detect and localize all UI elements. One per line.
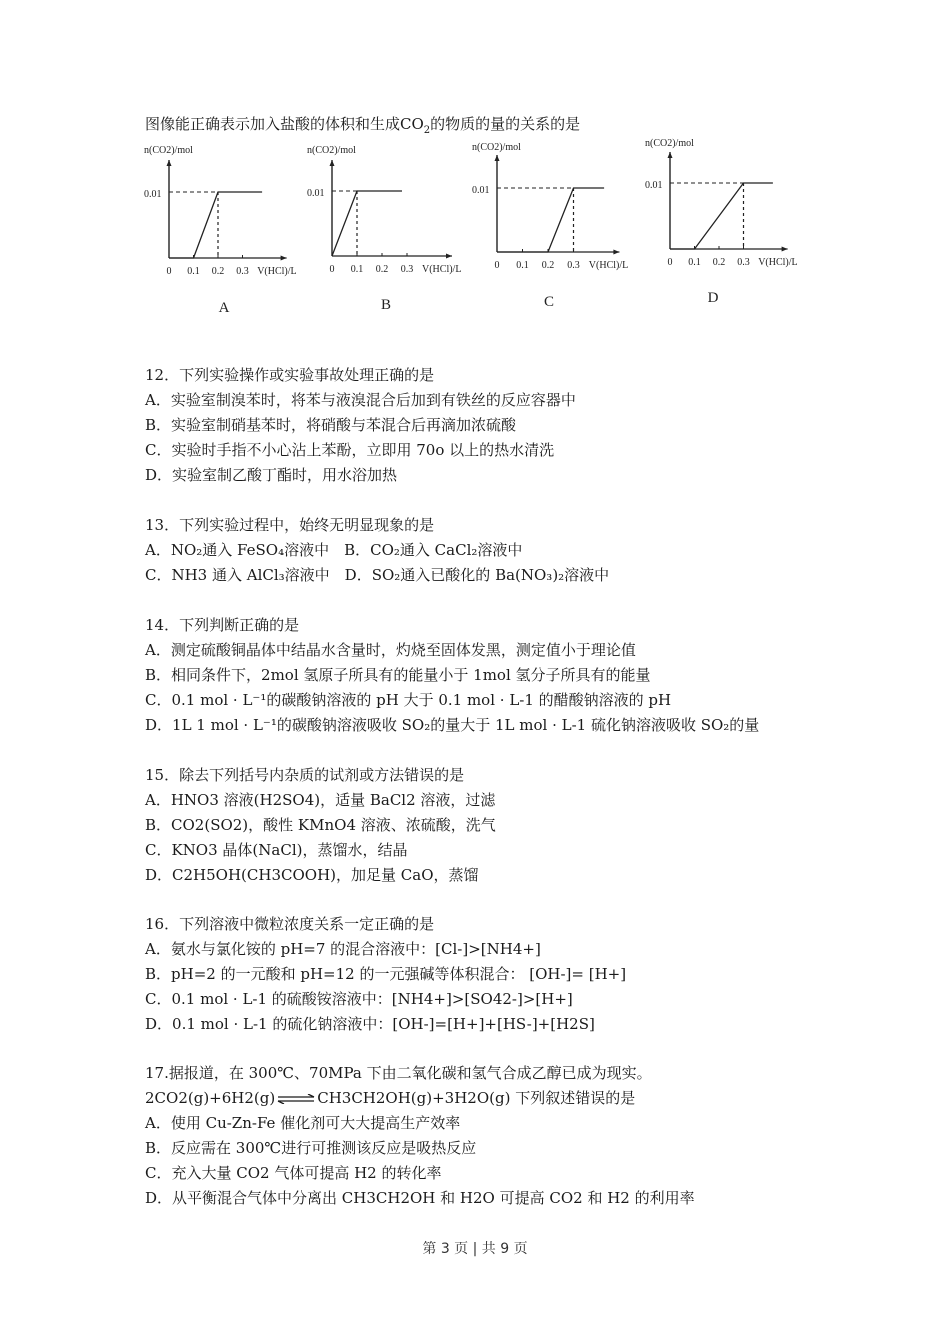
q16-option-c: C．0.1 mol · L-1 的硫酸铵溶液中：[NH4+]>[SO42-]>[H+] bbox=[145, 990, 573, 1008]
y-axis-label: n(CO2)/mol bbox=[144, 145, 193, 156]
data-series-line bbox=[332, 191, 402, 256]
y-tick-label: 0.01 bbox=[307, 188, 325, 199]
y-tick-label: 0.01 bbox=[645, 180, 663, 191]
q15-stem: 15．除去下列括号内杂质的试剂或方法错误的是 bbox=[145, 766, 465, 784]
chart-caption: B bbox=[380, 297, 392, 313]
q13-option-ab: A．NO₂通入 FeSO₄溶液中 B．CO₂通入 CaCl₂溶液中 bbox=[145, 541, 523, 559]
x-tick-label: 0.2 bbox=[712, 257, 726, 268]
y-axis-label: n(CO2)/mol bbox=[645, 138, 694, 149]
q15-option-c: C．KNO3 晶体(NaCl)，蒸馏水，结晶 bbox=[145, 841, 408, 859]
chart-caption: A bbox=[218, 300, 230, 316]
y-axis-label: n(CO2)/mol bbox=[307, 145, 356, 156]
x-tick-label: 0 bbox=[166, 266, 172, 277]
q14-option-d: D．1L 1 mol · L⁻¹的碳酸钠溶液吸收 SO₂的量大于 1L mol · L-1 硫化钠溶液吸收 SO₂的量 bbox=[145, 716, 760, 734]
q12-option-c: C．实验时手指不小心沾上苯酚，立即用 70o 以上的热水清洗 bbox=[145, 441, 555, 459]
x-tick-label: 0.2 bbox=[541, 260, 555, 271]
q17-option-d: D．从平衡混合气体中分离出 CH3CH2OH 和 H2O 可提高 CO2 和 H2 的利用率 bbox=[145, 1189, 695, 1207]
x-axis-arrow-icon bbox=[613, 250, 619, 255]
equation-right: CH3CH2OH(g)+3H2O(g) 下列叙述错误的是 bbox=[317, 1089, 636, 1107]
chart-caption: C bbox=[543, 294, 555, 310]
x-axis-label: V(HCl)/L bbox=[588, 260, 629, 271]
page-footer: 第 3 页 | 共 9 页 bbox=[422, 1241, 528, 1257]
q12-stem: 12．下列实验操作或实验事故处理正确的是 bbox=[145, 366, 435, 384]
y-axis-label: n(CO2)/mol bbox=[472, 142, 521, 153]
q14-stem: 14．下列判断正确的是 bbox=[145, 616, 300, 634]
y-axis-arrow-icon bbox=[668, 152, 673, 158]
x-tick-label: 0.1 bbox=[688, 257, 701, 268]
q15-option-d: D．C2H5OH(CH3COOH)，加足量 CaO，蒸馏 bbox=[145, 866, 479, 884]
x-tick-label: 0.2 bbox=[211, 266, 225, 277]
x-axis-label: V(HCl)/L bbox=[422, 264, 462, 275]
x-tick-label: 0 bbox=[667, 257, 673, 268]
x-tick-label: 0.3 bbox=[737, 257, 750, 268]
charts-svg bbox=[0, 0, 950, 340]
x-tick-label: 0.3 bbox=[236, 266, 249, 277]
x-tick-label: 0.3 bbox=[400, 264, 414, 275]
intro-text-after: 的物质的量的关系的是 bbox=[430, 115, 581, 133]
q17-option-c: C．充入大量 CO2 气体可提高 H2 的转化率 bbox=[145, 1164, 442, 1182]
data-series-line bbox=[169, 192, 262, 258]
x-tick-label: 0 bbox=[494, 260, 500, 271]
x-tick-label: 0.1 bbox=[350, 264, 364, 275]
x-axis-arrow-icon bbox=[281, 256, 287, 261]
q14-option-a: A．测定硫酸铜晶体中结晶水含量时，灼烧至固体发黑，测定值小于理论值 bbox=[145, 641, 636, 659]
equation-left: 2CO2(g)+6H2(g) bbox=[145, 1089, 276, 1107]
q12-option-b: B．实验室制硝基苯时，将硝酸与苯混合后再滴加浓硫酸 bbox=[145, 416, 517, 434]
q17-option-a: A．使用 Cu-Zn-Fe 催化剂可大大提高生产效率 bbox=[145, 1114, 461, 1132]
q14-option-b: B．相同条件下，2mol 氢原子所具有的能量小于 1mol 氢分子所具有的能量 bbox=[145, 666, 651, 684]
x-axis-arrow-icon bbox=[782, 247, 788, 252]
x-axis-label: V(HCl)/L bbox=[257, 266, 297, 277]
charts-area bbox=[0, 0, 950, 340]
intro-text: 图像能正确表示加入盐酸的体积和生成CO bbox=[145, 115, 424, 133]
data-series-line bbox=[670, 183, 773, 249]
y-axis-arrow-icon bbox=[495, 155, 500, 161]
x-axis-arrow-icon bbox=[446, 254, 452, 259]
q14-option-c: C．0.1 mol · L⁻¹的碳酸钠溶液的 pH 大于 0.1 mol · L-1 的醋酸钠溶液的 pH bbox=[145, 691, 672, 709]
x-tick-label: 0.1 bbox=[516, 260, 529, 271]
y-axis-arrow-icon bbox=[330, 160, 335, 166]
q16-option-a: A．氨水与氯化铵的 pH=7 的混合溶液中：[Cl-]>[NH4+] bbox=[145, 940, 541, 958]
y-tick-label: 0.01 bbox=[472, 185, 490, 196]
data-series-line bbox=[497, 188, 604, 252]
q17-option-b: B．反应需在 300℃进行可推测该反应是吸热反应 bbox=[145, 1139, 477, 1157]
q17-equation bbox=[145, 1088, 635, 1108]
x-tick-label: 0.2 bbox=[375, 264, 389, 275]
x-tick-label: 0.1 bbox=[187, 266, 200, 277]
y-axis-arrow-icon bbox=[167, 160, 172, 166]
q12-option-d: D．实验室制乙酸丁酯时，用水浴加热 bbox=[145, 466, 398, 484]
q15-option-a: A．HNO3 溶液(H2SO4)，适量 BaCl2 溶液，过滤 bbox=[145, 791, 496, 809]
intro-sub: 2 bbox=[423, 125, 431, 136]
x-tick-label: 0.3 bbox=[567, 260, 580, 271]
q12-option-a: A．实验室制溴苯时，将苯与液溴混合后加到有铁丝的反应容器中 bbox=[145, 391, 576, 409]
q16-stem: 16．下列溶液中微粒浓度关系一定正确的是 bbox=[145, 915, 435, 933]
q15-option-b: B．CO2(SO2)，酸性 KMnO4 溶液、浓硫酸，洗气 bbox=[145, 816, 496, 834]
q13-stem: 13．下列实验过程中，始终无明显现象的是 bbox=[145, 516, 435, 534]
q13-option-cd: C．NH3 通入 AlCl₃溶液中 D．SO₂通入已酸化的 Ba(NO₃)₂溶液中 bbox=[145, 566, 610, 584]
y-tick-label: 0.01 bbox=[144, 189, 162, 200]
q16-option-d: D．0.1 mol · L-1 的硫化钠溶液中：[OH-]=[H+]+[HS-]+[H2S] bbox=[145, 1015, 595, 1033]
x-axis-label: V(HCl)/L bbox=[758, 257, 798, 268]
chart-caption: D bbox=[707, 290, 719, 306]
q16-option-b: B．pH=2 的一元酸和 pH=12 的一元强碱等体积混合： [OH-]= [H+] bbox=[145, 965, 627, 983]
x-tick-label: 0 bbox=[329, 264, 335, 275]
q17-stem: 17.据报道，在 300℃、70MPa 下由二氧化碳和氢气合成乙醇已成为现实。 bbox=[145, 1064, 652, 1082]
equilibrium-arrow-icon bbox=[277, 1094, 315, 1104]
